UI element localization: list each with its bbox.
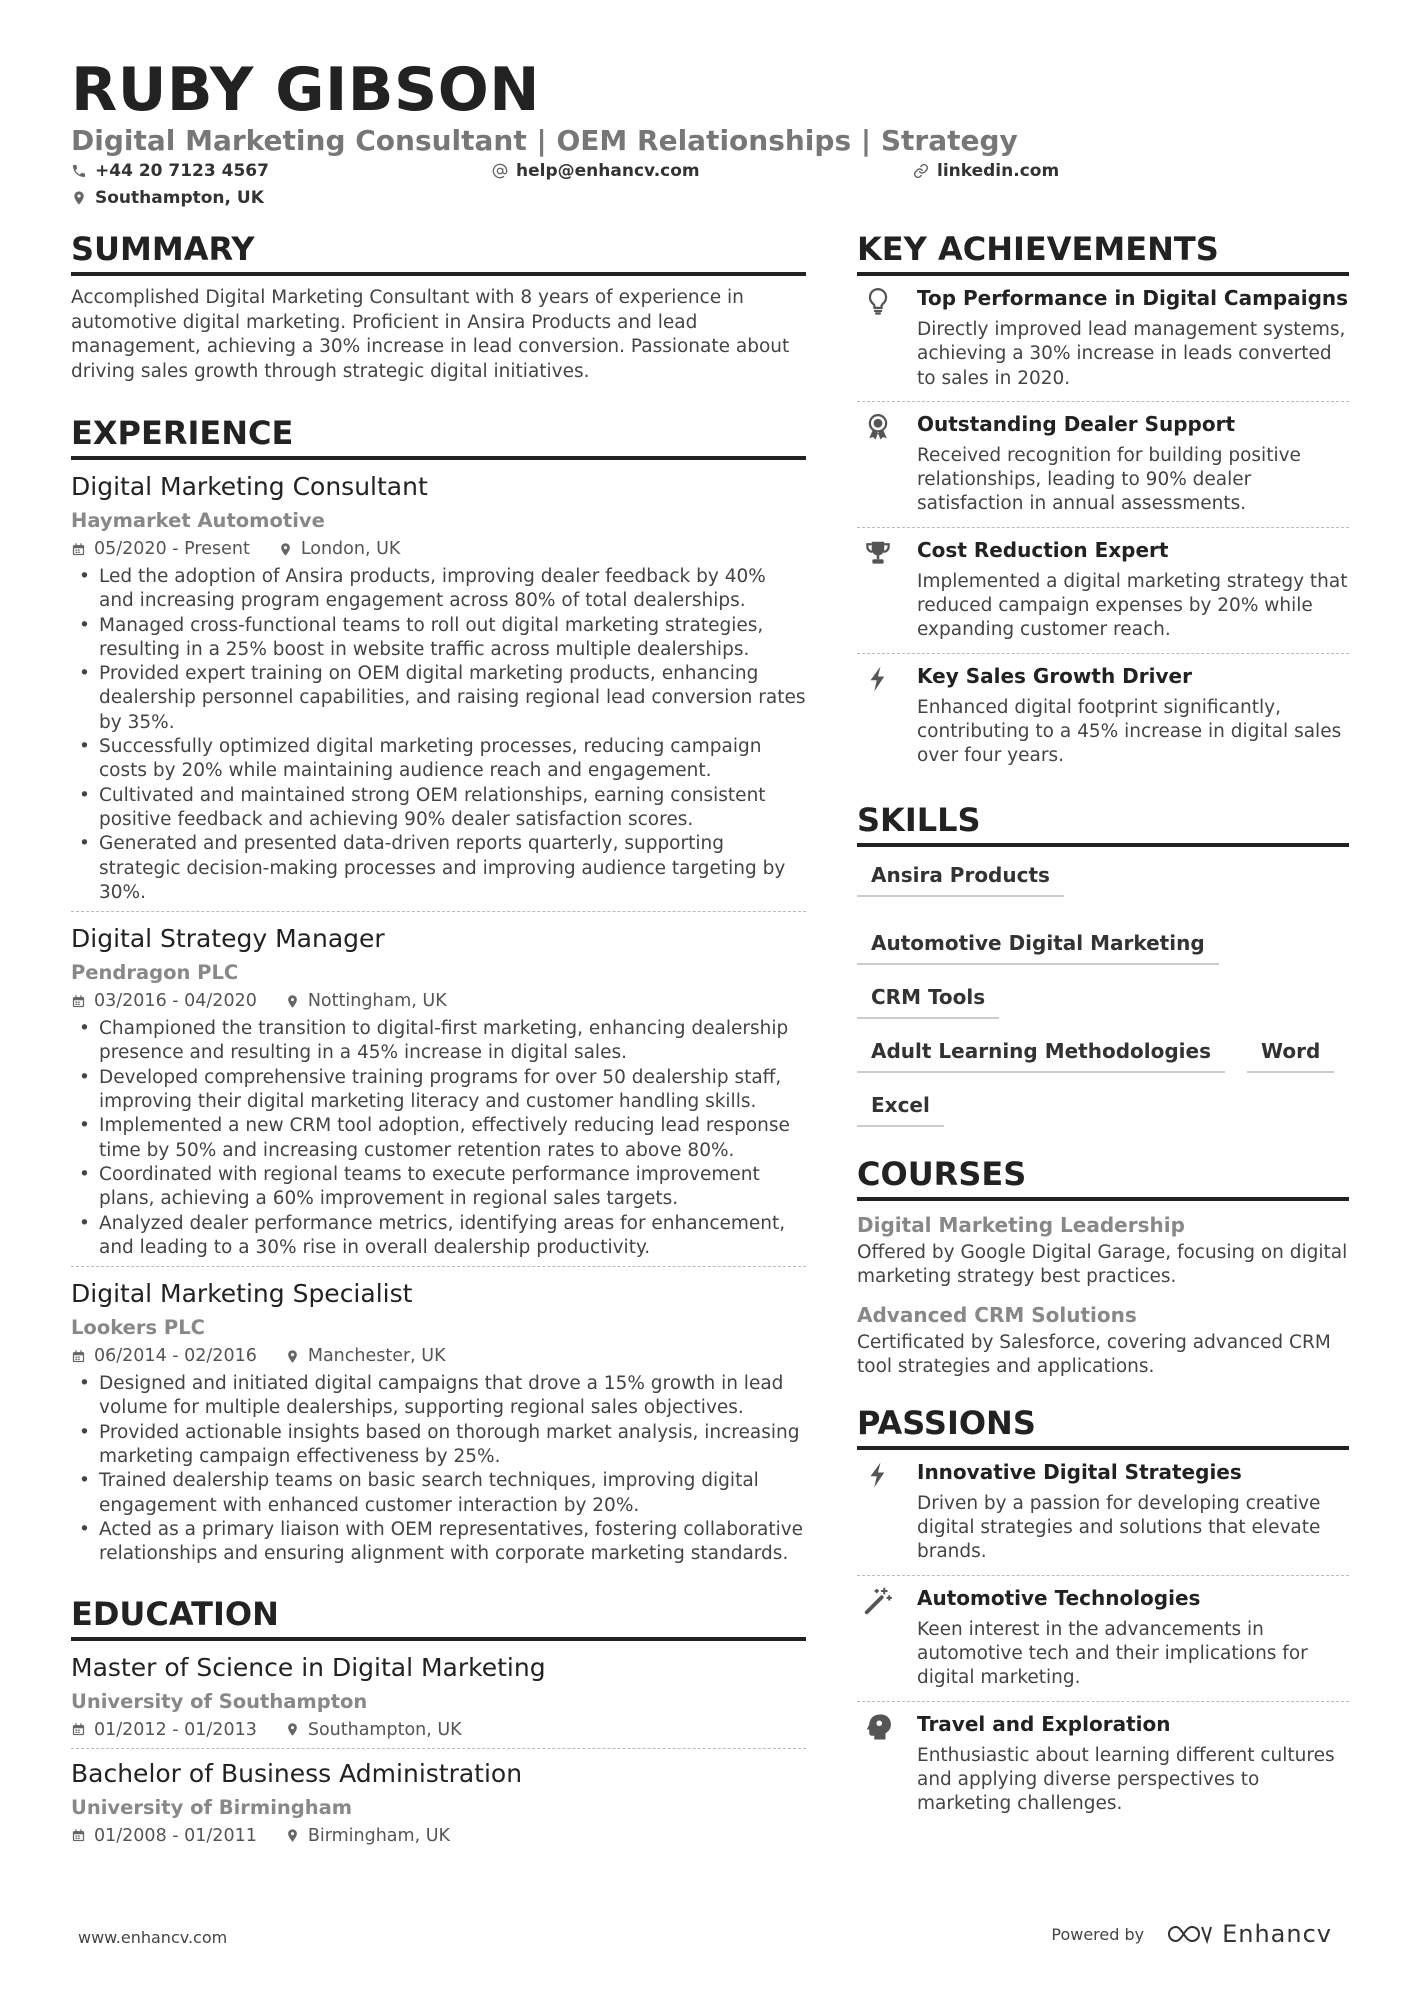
location-pin-icon <box>285 1828 300 1843</box>
job-bullet: • Provided expert training on OEM digital marketing products, enhancing dealership personnel capabilities, and raising regional lead conversion rates by 35%. <box>71 662 806 735</box>
achievement-title: Cost Reduction Expert <box>917 537 1169 562</box>
achievement-title: Key Sales Growth Driver <box>917 663 1192 688</box>
job-bullets <box>71 565 806 905</box>
at-sign-icon <box>492 163 508 179</box>
location-pin-icon <box>285 1349 300 1364</box>
education-meta <box>71 1718 806 1742</box>
right-column <box>857 228 1349 1826</box>
job-bullets <box>71 1017 806 1260</box>
head-profile-icon <box>863 1712 893 1742</box>
linkedin-text: linkedin.com <box>937 161 1060 181</box>
course-title: Digital Marketing Leadership <box>857 1212 1185 1237</box>
course-desc: Certificated by Salesforce, covering advanced CRM tool strategies and applications. <box>857 1332 1331 1378</box>
passion-desc: Enthusiastic about learning different cultures and applying diverse perspectives to marketing challenges. <box>917 1744 1335 1815</box>
passion-title: Automotive Technologies <box>917 1585 1201 1610</box>
passions-section <box>857 1402 1349 1827</box>
job-bullet: • Generated and presented data-driven reports quarterly, supporting strategic decision-making processes and improving audience targeting by 30%. <box>71 832 806 905</box>
job-bullet: • Provided actionable insights based on thorough market analysis, increasing marketing campaign effectiveness by 25%. <box>71 1421 806 1470</box>
passion-desc: Keen interest in the advancements in automotive tech and their implications for digital marketing. <box>917 1618 1308 1689</box>
achievement-item <box>857 402 1349 528</box>
achievement-title: Top Performance in Digital Campaigns <box>917 286 1349 310</box>
summary-text: Accomplished Digital Marketing Consultant with 8 years of experience in automotive digital marketing. Proficient in Ansira Products and lead management, achieving a 30% increase in lead conversion. Passionate about driving sales growth through strategic digital initiatives. <box>71 287 790 382</box>
candidate-name: RUBY GIBSON <box>71 55 540 125</box>
calendar-icon <box>71 1349 86 1364</box>
job-company: Pendragon PLC <box>71 961 239 985</box>
education-school: University of Southampton <box>71 1689 368 1713</box>
summary-section <box>71 228 806 384</box>
job-company: Lookers PLC <box>71 1316 205 1340</box>
achievement-desc: Received recognition for building positive relationships, leading to 90% dealer satisfaction in annual assessments. <box>917 444 1301 515</box>
skill-tag: Adult Learning Methodologies <box>857 1033 1225 1073</box>
powered-by-text: Powered by <box>1051 1924 1145 1944</box>
achievement-item <box>857 654 1349 779</box>
candidate-headline: Digital Marketing Consultant | OEM Relationships | Strategy <box>71 124 1018 157</box>
education-dates: 01/2008 - 01/2011 <box>94 1825 257 1846</box>
education-entry <box>71 1651 806 1749</box>
enhancv-logo[interactable] <box>1166 1920 1332 1948</box>
course-title: Advanced CRM Solutions <box>857 1303 1137 1328</box>
job-entry <box>71 922 806 1267</box>
achievement-item <box>857 528 1349 654</box>
passion-item <box>857 1702 1349 1827</box>
footer-website[interactable]: www.enhancv.com <box>78 1928 228 1947</box>
skill-tag: Word <box>1247 1033 1334 1073</box>
job-meta <box>71 989 806 1013</box>
job-dates: 05/2020 - Present <box>94 539 250 559</box>
skill-tag: CRM Tools <box>857 979 999 1019</box>
skill-tag: Automotive Digital Marketing <box>857 925 1219 965</box>
job-location: Manchester, UK <box>307 1346 446 1367</box>
location-pin-icon <box>278 542 293 557</box>
job-dates: 03/2016 - 04/2020 <box>94 991 257 1012</box>
job-bullet: • Trained dealership teams on basic search techniques, improving digital engagement with enhanced customer interaction by 20%. <box>71 1469 806 1518</box>
achievements-section <box>857 228 1349 779</box>
calendar-icon <box>71 1828 86 1843</box>
job-bullet: • Led the adoption of Ansira products, improving dealer feedback by 40% and increasing program engagement across 80% of total dealerships. <box>71 565 806 614</box>
education-school: University of Birmingham <box>71 1795 353 1819</box>
passion-item <box>857 1450 1349 1576</box>
email-text: help@enhancv.com <box>516 161 700 181</box>
link-icon <box>913 163 929 179</box>
achievement-desc: Enhanced digital footprint significantly, contributing to a 45% increase in digital sales over four years. <box>917 696 1342 767</box>
contact-linkedin[interactable] <box>913 160 1059 182</box>
calendar-icon <box>71 542 86 557</box>
achievement-desc: Implemented a digital marketing strategy that reduced campaign expenses by 20% while expanding customer reach. <box>917 570 1348 641</box>
education-section <box>71 1593 806 1854</box>
job-bullet: • Managed cross-functional teams to roll out digital marketing strategies, resulting in a 25% boost in website traffic across multiple dealerships. <box>71 614 806 663</box>
passion-title: Travel and Exploration <box>917 1711 1171 1736</box>
passion-title: Innovative Digital Strategies <box>917 1459 1242 1484</box>
experience-title: EXPERIENCE <box>71 412 806 460</box>
achievements-title: KEY ACHIEVEMENTS <box>857 228 1349 276</box>
job-entry <box>71 470 806 912</box>
course-desc: Offered by Google Digital Garage, focusing on digital marketing strategy best practices. <box>857 1241 1348 1287</box>
job-bullet: • Successfully optimized digital marketing processes, reducing campaign costs by 20% while maintaining audience reach and engagement. <box>71 735 806 784</box>
contact-email[interactable] <box>492 160 700 182</box>
courses-title: COURSES <box>857 1153 1349 1201</box>
passions-title: PASSIONS <box>857 1402 1349 1450</box>
job-bullet: • Cultivated and maintained strong OEM relationships, earning consistent positive feedback and achieving 90% dealer satisfaction scores. <box>71 784 806 833</box>
contact-phone[interactable] <box>71 160 269 182</box>
award-ribbon-icon <box>863 412 893 442</box>
location-pin-icon <box>71 190 87 206</box>
passion-desc: Driven by a passion for developing creative digital strategies and solutions that elevate brands. <box>917 1492 1321 1563</box>
job-title: Digital Marketing Consultant <box>71 472 428 501</box>
job-location: London, UK <box>300 539 401 559</box>
skills-section <box>857 799 1349 1127</box>
job-bullets <box>71 1372 806 1566</box>
left-column <box>71 228 806 1862</box>
job-meta <box>71 1344 806 1368</box>
education-degree: Bachelor of Business Administration <box>71 1758 523 1788</box>
job-bullet: • Acted as a primary liaison with OEM representatives, fostering collaborative relationships and ensuring alignment with corporate marketing standards. <box>71 1518 806 1567</box>
location-text: Southampton, UK <box>95 188 264 208</box>
lightbulb-icon <box>863 286 893 316</box>
job-meta <box>71 537 806 561</box>
achievement-desc: Directly improved lead management systems, achieving a 30% increase in leads converted to sales in 2020. <box>917 319 1346 389</box>
enhancv-logo-icon <box>1166 1923 1212 1945</box>
footer-branding <box>1051 1920 1332 1948</box>
skills-list <box>857 857 1349 1127</box>
skill-tag: Ansira Products <box>857 857 1064 897</box>
phone-icon <box>71 163 87 179</box>
calendar-icon <box>71 994 86 1009</box>
trophy-icon <box>863 538 893 568</box>
job-title: Digital Marketing Specialist <box>71 1279 413 1309</box>
achievement-title: Outstanding Dealer Support <box>917 411 1236 436</box>
magic-wand-icon <box>863 1586 893 1616</box>
job-entry <box>71 1277 806 1572</box>
job-bullet: • Developed comprehensive training programs for over 50 dealership staff, improving their digital marketing literacy and customer handling skills. <box>71 1066 806 1115</box>
job-bullet: • Coordinated with regional teams to execute performance improvement plans, achieving a 60% improvement in regional sales targets. <box>71 1163 806 1212</box>
education-location: Birmingham, UK <box>307 1825 450 1846</box>
education-meta <box>71 1824 806 1848</box>
education-location: Southampton, UK <box>307 1719 462 1740</box>
job-location: Nottingham, UK <box>307 991 447 1012</box>
skill-tag: Excel <box>857 1087 944 1127</box>
education-degree: Master of Science in Digital Marketing <box>71 1652 546 1682</box>
contact-location <box>71 187 264 209</box>
job-bullet: • Implemented a new CRM tool adoption, effectively reducing lead response time by 50% and increasing customer retention rates to above 80%. <box>71 1114 806 1163</box>
achievement-item <box>857 276 1349 402</box>
brand-text: Enhancv <box>1222 1920 1332 1948</box>
summary-title: SUMMARY <box>71 228 806 276</box>
location-pin-icon <box>285 994 300 1009</box>
job-bullet: • Designed and initiated digital campaigns that drove a 15% growth in lead volume for multiple dealerships, supporting regional sales objectives. <box>71 1372 806 1421</box>
job-bullet: • Championed the transition to digital-first marketing, enhancing dealership presence and resulting in a 45% increase in digital sales. <box>71 1017 806 1066</box>
skills-title: SKILLS <box>857 799 1349 847</box>
education-title: EDUCATION <box>71 1593 806 1641</box>
phone-text: +44 20 7123 4567 <box>95 161 269 181</box>
job-bullet: • Analyzed dealer performance metrics, identifying areas for enhancement, and leading to a 30% rise in overall dealership productivity. <box>71 1212 806 1261</box>
calendar-icon <box>71 1722 86 1737</box>
experience-section <box>71 412 806 1573</box>
passion-item <box>857 1576 1349 1702</box>
education-dates: 01/2012 - 01/2013 <box>94 1719 257 1740</box>
job-title: Digital Strategy Manager <box>71 924 385 954</box>
job-dates: 06/2014 - 02/2016 <box>94 1346 257 1367</box>
education-entry <box>71 1757 806 1854</box>
lightning-bolt-icon <box>863 1460 893 1490</box>
courses-section <box>857 1153 1349 1380</box>
lightning-bolt-icon <box>863 664 893 694</box>
job-company: Haymarket Automotive <box>71 509 325 532</box>
location-pin-icon <box>285 1722 300 1737</box>
